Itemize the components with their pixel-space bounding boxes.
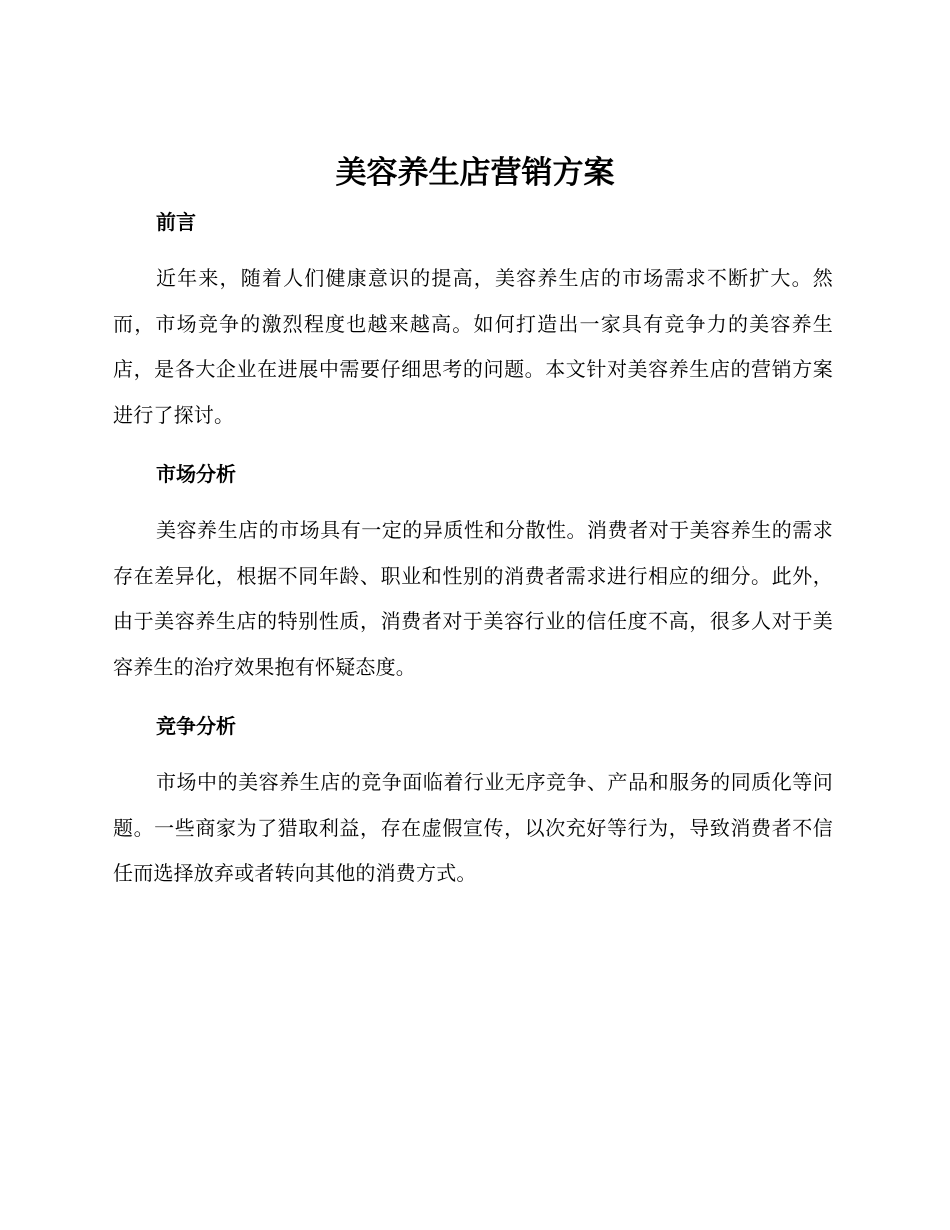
section-paragraph: 美容养生店的市场具有一定的异质性和分散性。消费者对于美容养生的需求存在差异化，根据不同年龄、职业和性别的消费者需求进行相应的细分。此外，由于美容养生店的特别性质，消费者对于美容行业的信任度不高，很多人对于美容养生的治疗效果抱有怀疑态度。 xyxy=(113,518,833,679)
section-heading: 前言 xyxy=(156,210,196,234)
section-competition-analysis xyxy=(113,704,833,897)
document-title: 美容养生店营销方案 xyxy=(335,155,615,191)
section-heading: 市场分析 xyxy=(156,462,236,486)
section-preface xyxy=(113,200,833,438)
section-heading: 竞争分析 xyxy=(156,714,236,738)
document-body xyxy=(113,200,833,911)
section-paragraph: 市场中的美容养生店的竞争面临着行业无序竞争、产品和服务的同质化等问题。一些商家为了猎取利益，存在虚假宣传，以次充好等行为，导致消费者不信任而选择放弃或者转向其他的消费方式。 xyxy=(113,770,833,885)
section-paragraph: 近年来，随着人们健康意识的提高，美容养生店的市场需求不断扩大。然而，市场竞争的激烈程度也越来越高。如何打造出一家具有竞争力的美容养生店，是各大企业在进展中需要仔细思考的问题。本文针对美容养生店的营销方案进行了探讨。 xyxy=(113,266,833,427)
section-market-analysis xyxy=(113,452,833,690)
